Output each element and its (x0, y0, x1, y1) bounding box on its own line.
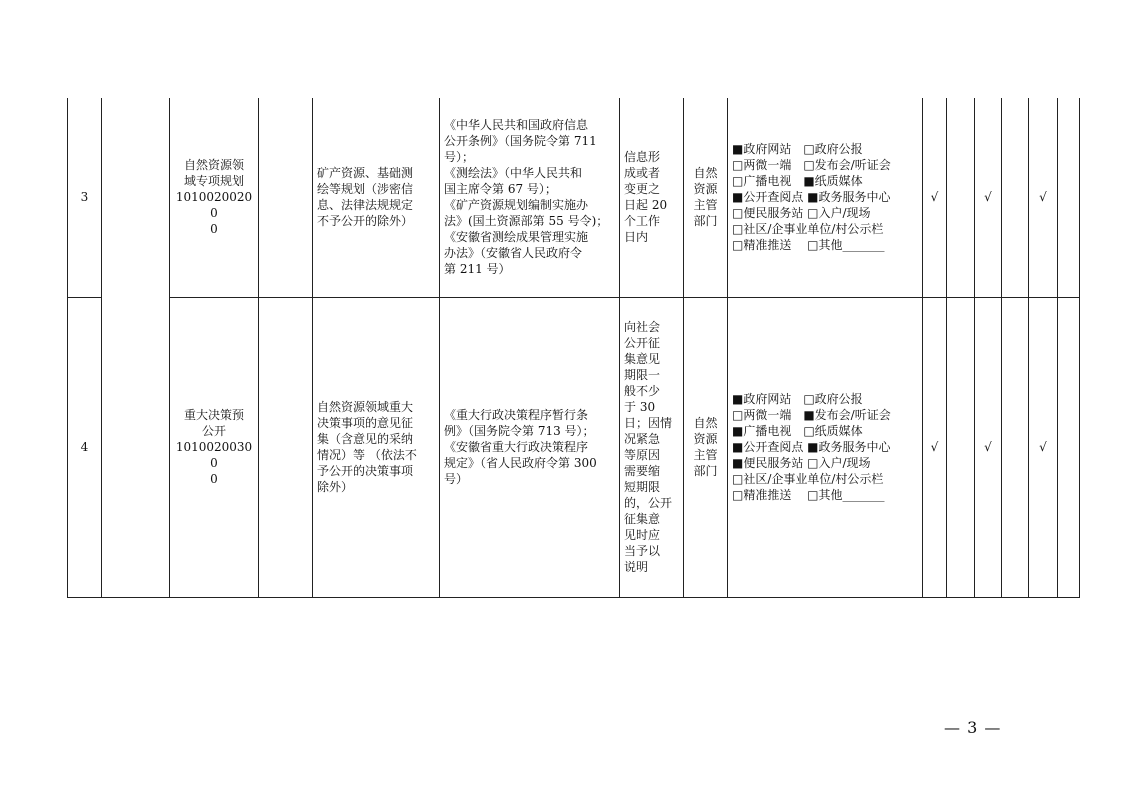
mark-cell (947, 98, 975, 297)
table-row (68, 98, 1080, 297)
mark-cell: √ (923, 98, 947, 297)
row-number: 3 (68, 98, 102, 297)
disclosure-content: 矿产资源、基础测 绘等规划（涉密信 息、法律法规规定 不予公开的除外） (313, 98, 440, 297)
page-number: — 3 — (944, 718, 1002, 737)
item-name: 重大决策预 公开 10100200300 0 (170, 297, 259, 597)
item-name: 自然资源领 域专项规划 10100200200 0 (170, 98, 259, 297)
mark-cell: √ (1029, 297, 1058, 597)
mark-cell (1058, 297, 1080, 597)
blank-cell (259, 98, 313, 297)
mark-cell: √ (975, 297, 1002, 597)
mark-cell: √ (1029, 98, 1058, 297)
disclosure-channels: ■政府网站 □政府公报 □两微一端 □发布会/听证会 □广播电视 ■纸质媒体 ■公开查阅点 ■政务服务中心 □便民服务站 □入户/现场 □社区/企事业单位/村公示栏 □精准推送 □其他_______ (728, 98, 923, 297)
time-limit: 信息形 成或者 变更之 日起 20 个工作 日内 (620, 98, 684, 297)
mark-cell (1058, 98, 1080, 297)
disclosure-subject: 自然 资源 主管 部门 (684, 297, 728, 597)
disclosure-channels: ■政府网站 □政府公报 □两微一端 ■发布会/听证会 ■广播电视 □纸质媒体 ■公开查阅点 ■政务服务中心 ■便民服务站 □入户/现场 □社区/企事业单位/村公示栏 □精准推送 □其他_______ (728, 297, 923, 597)
legal-basis: 《重大行政决策程序暂行条 例》（国务院令第 713 号）； 《安徽省重大行政决策程序 规定》（省人民政府令第 300 号） (440, 297, 620, 597)
row-number: 4 (68, 297, 102, 597)
merged-blank-cell (102, 98, 170, 597)
table-row (68, 297, 1080, 597)
time-limit: 向社会 公开征 集意见 期限一 般不少 于 30 日；因情 况紧急 等原因 需要缩 短期限 的，公开 征集意 见时应 当予以 说明 (620, 297, 684, 597)
mark-cell: √ (975, 98, 1002, 297)
mark-cell (1002, 297, 1029, 597)
disclosure-table (67, 98, 1080, 598)
mark-cell (1002, 98, 1029, 297)
blank-cell (259, 297, 313, 597)
disclosure-subject: 自然 资源 主管 部门 (684, 98, 728, 297)
disclosure-content: 自然资源领域重大 决策事项的意见征 集（含意见的采纳 情况）等 （依法不 予公开的决策事项 除外） (313, 297, 440, 597)
mark-cell: √ (923, 297, 947, 597)
legal-basis: 《中华人民共和国政府信息 公开条例》（国务院令第 711 号）； 《测绘法》（中华人民共和 国主席令第 67 号）； 《矿产资源规划编制实施办 法》(国土资源部第 55 号令)； 《安徽省测绘成果管理实施 办法》（安徽省人民政府令 第 211 号） (440, 98, 620, 297)
mark-cell (947, 297, 975, 597)
